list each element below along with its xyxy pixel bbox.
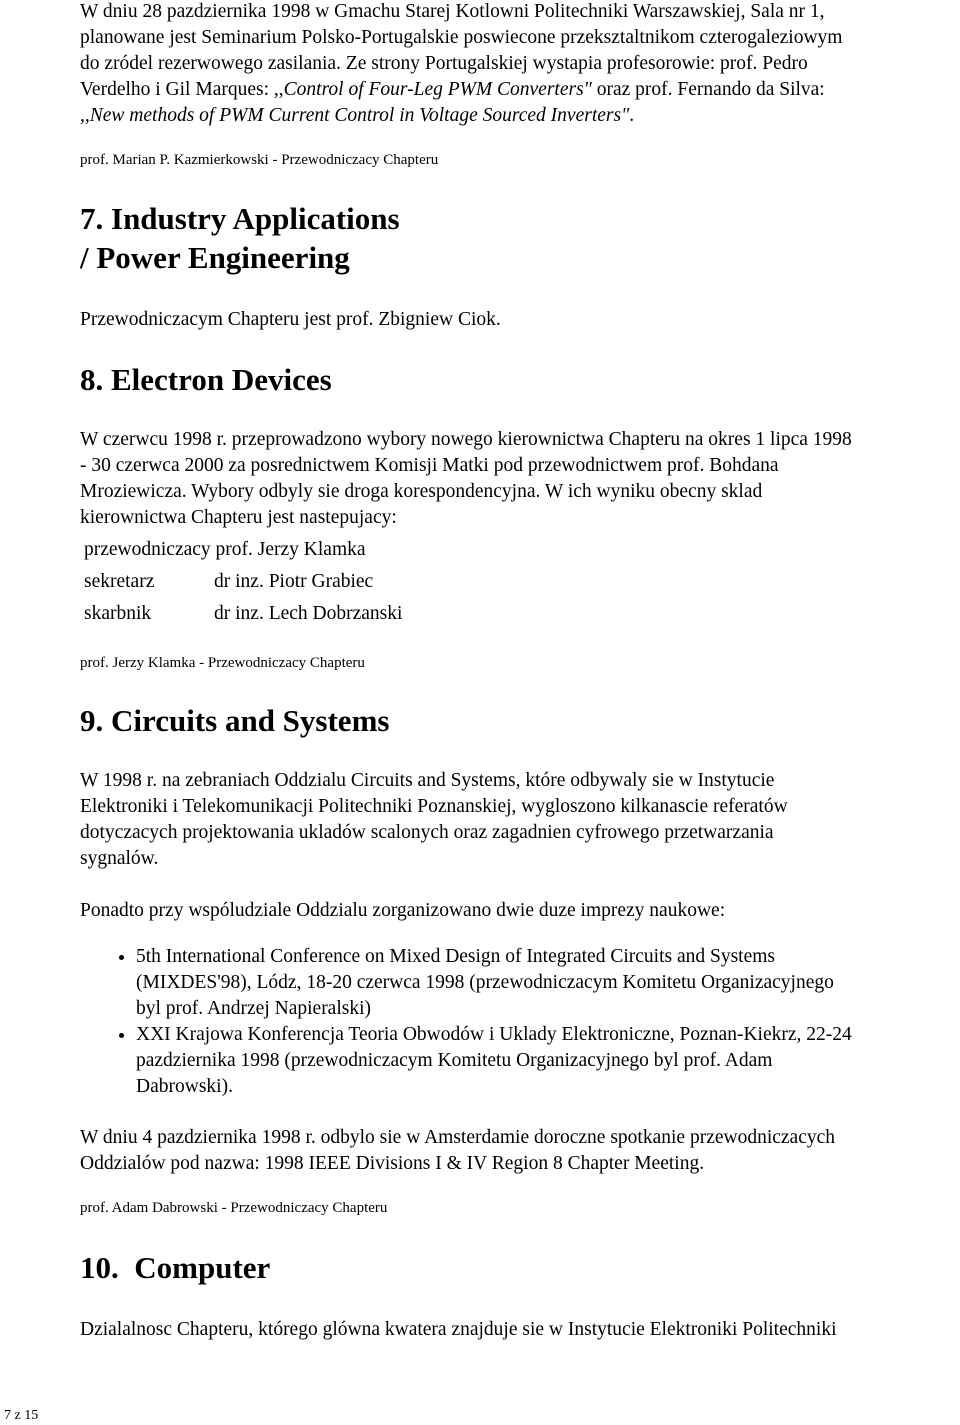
section-7-text: Przewodniczacym Chapteru jest prof. Zbigniew Ciok. <box>80 309 501 330</box>
text-line: Verdelho i Gil Marques: ,,Control of Four-Leg PWM Converters" oraz prof. Fernando da Silva: <box>80 79 825 100</box>
signature: prof. Adam Dabrowski - Przewodniczacy Chapteru <box>80 1200 388 1216</box>
secretary-row: sekretarz dr inz. Piotr Grabiec <box>84 571 374 592</box>
officers-table <box>84 537 402 627</box>
section-9-meeting <box>80 1125 960 1177</box>
text-line: planowane jest Seminarium Polsko-Portugalskie poswiecone przeksztaltnikom czterogaleziowym <box>80 27 843 48</box>
text-line: W dniu 4 pazdziernika 1998 r. odbylo sie w Amsterdamie doroczne spotkanie przewodniczacych <box>80 1127 836 1148</box>
treasurer-row: skarbnik dr inz. Lech Dobrzanski <box>84 603 403 624</box>
section-10-heading: 10. Computer <box>80 1250 271 1285</box>
text-line: Mroziewicza. Wybory odbyly sie droga korespondencyjna. W ich wyniku obecny sklad <box>80 481 763 502</box>
section-8-paragraph <box>80 427 960 531</box>
signature: prof. Marian P. Kazmierkowski - Przewodniczacy Chapteru <box>80 152 439 168</box>
signature: prof. Jerzy Klamka - Przewodniczacy Chapteru <box>80 655 365 671</box>
section-9-heading: 9. Circuits and Systems <box>80 703 390 738</box>
section-10-text: Dzialalnosc Chapteru, którego glówna kwatera znajduje sie w Instytucie Elektroniki Politechniki <box>80 1319 837 1340</box>
section-8-heading: 8. Electron Devices <box>80 362 332 397</box>
intro-paragraph <box>80 0 960 129</box>
text-line: kierownictwa Chapteru jest nastepujacy: <box>80 507 397 528</box>
text-line: - 30 czerwca 2000 za posrednictwem Komisji Matki pod przewodnictwem prof. Bohdana <box>80 455 779 476</box>
text-line: W 1998 r. na zebraniach Oddzialu Circuits and Systems, które odbywaly sie w Instytucie <box>80 770 775 791</box>
chair-row: przewodniczacy prof. Jerzy Klamka <box>84 539 366 560</box>
section-9-intro-events: Ponadto przy wspóludziale Oddzialu zorganizowano dwie duze imprezy naukowe: <box>80 900 726 921</box>
page-number: 7 z 15 <box>4 1408 39 1423</box>
text-line: do zródel rezerwowego zasilania. Ze strony Portugalskiej wystapia profesorowie: prof. Pedro <box>80 53 808 74</box>
text-line: W czerwcu 1998 r. przeprowadzono wybory nowego kierownictwa Chapteru na okres 1 lipca 1998 <box>80 429 852 450</box>
section-7-heading: 7. Industry Applications / Power Engineering <box>80 201 400 275</box>
text-line: sygnalów. <box>80 848 159 869</box>
events-list <box>80 944 960 1100</box>
text-line: Elektroniki i Telekomunikacji Politechniki Poznanskiej, wygloszono kilkanascie referatów <box>80 796 788 817</box>
section-9-paragraph <box>80 768 960 872</box>
list-item: • XXI Krajowa Konferencja Teoria Obwodów i Uklady Elektroniczne, Poznan-Kiekrz, 22-24 pazdziernika 1998 (przewodniczacym Komitetu Organizacyjnego byl prof. Adam Dabrowski). <box>136 1022 960 1100</box>
text-line: Oddzialów pod nazwa: 1998 IEEE Divisions I & IV Region 8 Chapter Meeting. <box>80 1153 705 1174</box>
text-line: W dniu 28 pazdziernika 1998 w Gmachu Starej Kotlowni Politechniki Warszawskiej, Sala nr 1, <box>80 1 825 22</box>
list-item: • 5th International Conference on Mixed Design of Integrated Circuits and Systems (MIXDES'98), Lódz, 18-20 czerwca 1998 (przewodniczacym Komitetu Organizacyjnego byl prof. Andrzej Napieralski) <box>136 944 960 1022</box>
text-line: dotyczacych projektowania ukladów scalonych oraz zagadnien cyfrowego przetwarzania <box>80 822 774 843</box>
text-line: ,,New methods of PWM Current Control in Voltage Sourced Inverters". <box>80 105 635 126</box>
